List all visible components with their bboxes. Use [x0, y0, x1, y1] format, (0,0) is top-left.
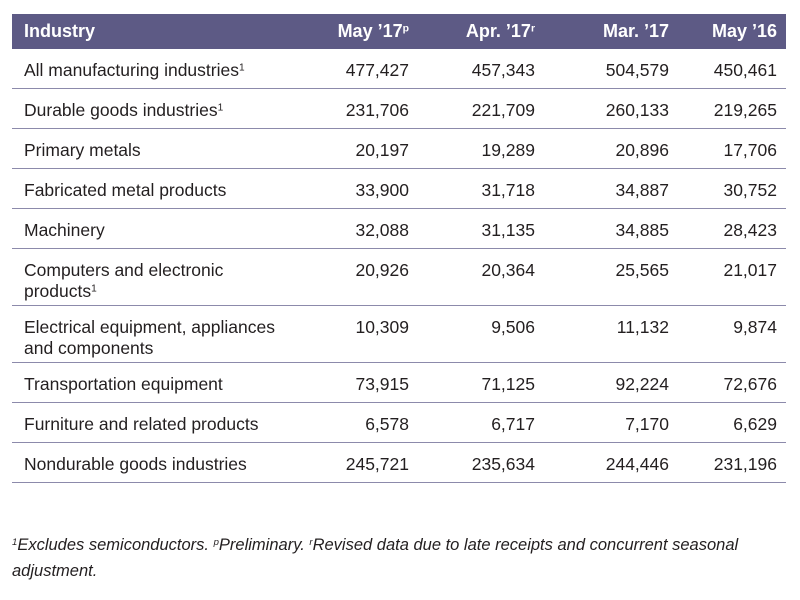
table-cell: 504,579: [544, 49, 678, 89]
row-label-text: Electrical equipment, appliances and components: [24, 317, 275, 358]
table-cell: 221,709: [418, 89, 544, 129]
table-cell: 245,721: [303, 443, 418, 483]
footnote-mark: p: [213, 536, 219, 548]
footnote: [12, 532, 782, 584]
table-cell: 231,196: [678, 443, 786, 483]
row-label: [12, 363, 303, 403]
table-cell: 244,446: [544, 443, 678, 483]
row-label: [12, 306, 303, 363]
row-label-text: Fabricated metal products: [24, 180, 227, 200]
table-row: [12, 169, 786, 209]
table-cell: 21,017: [678, 249, 786, 306]
row-label: [12, 209, 303, 249]
table-cell: 6,717: [418, 403, 544, 443]
column-header-label: Industry: [24, 21, 96, 41]
row-label-text: Primary metals: [24, 140, 141, 160]
table-row: [12, 363, 786, 403]
table-cell: 25,565: [544, 249, 678, 306]
table-row: [12, 443, 786, 483]
row-label: [12, 249, 303, 306]
table-row: [12, 249, 786, 306]
table-cell: 28,423: [678, 209, 786, 249]
row-label: [12, 129, 303, 169]
table-cell: 7,170: [544, 403, 678, 443]
table-cell: 19,289: [418, 129, 544, 169]
table-cell: 73,915: [303, 363, 418, 403]
footnote-mark: 1: [238, 62, 245, 74]
table-cell: 33,900: [303, 169, 418, 209]
row-label-text: Durable goods industries: [24, 100, 218, 120]
table-cell: 31,718: [418, 169, 544, 209]
column-header-3: [544, 14, 678, 49]
table-cell: 30,752: [678, 169, 786, 209]
table-cell: 17,706: [678, 129, 786, 169]
shipments-table: [12, 14, 786, 483]
row-label: [12, 169, 303, 209]
table-cell: 477,427: [303, 49, 418, 89]
table-cell: 9,874: [678, 306, 786, 363]
table-row: [12, 129, 786, 169]
table-cell: 457,343: [418, 49, 544, 89]
table-cell: 72,676: [678, 363, 786, 403]
table-cell: 260,133: [544, 89, 678, 129]
table-cell: 6,578: [303, 403, 418, 443]
table-cell: 6,629: [678, 403, 786, 443]
table-cell: 20,896: [544, 129, 678, 169]
footnote-mark: 1: [12, 536, 18, 548]
table-row: [12, 49, 786, 89]
column-header-industry: [12, 14, 303, 49]
table-row: [12, 89, 786, 129]
table-cell: 34,885: [544, 209, 678, 249]
footnote-mark: 1: [91, 283, 97, 295]
column-header-4: [678, 14, 786, 49]
column-header-label: Mar. ’17: [602, 21, 669, 41]
row-label-text: Machinery: [24, 220, 105, 240]
table-cell: 11,132: [544, 306, 678, 363]
footnote-mark: 1: [217, 102, 224, 114]
table-cell: 71,125: [418, 363, 544, 403]
column-header-label: Apr. ’17: [465, 21, 531, 41]
column-header-label: May ’16: [711, 21, 777, 41]
row-label-text: Transportation equipment: [24, 374, 223, 394]
header-row: [12, 14, 786, 49]
table-row: [12, 403, 786, 443]
footnote-mark: r: [309, 536, 313, 548]
table-cell: 219,265: [678, 89, 786, 129]
column-header-label: May ’17: [337, 21, 403, 41]
table-cell: 10,309: [303, 306, 418, 363]
table-cell: 20,926: [303, 249, 418, 306]
table-cell: 34,887: [544, 169, 678, 209]
table-cell: 92,224: [544, 363, 678, 403]
row-label: [12, 49, 303, 89]
table-cell: 450,461: [678, 49, 786, 89]
footnote-text: Revised data due to late receipts and concurrent seasonal adjustment.: [12, 536, 739, 580]
row-label-text: All manufacturing industries: [24, 60, 239, 80]
row-label-text: Nondurable goods industries: [24, 454, 247, 474]
row-label-text: Furniture and related products: [24, 414, 259, 434]
row-label: [12, 403, 303, 443]
footnote-mark: r: [530, 23, 535, 35]
table-cell: 31,135: [418, 209, 544, 249]
table-cell: 32,088: [303, 209, 418, 249]
table-cell: 20,364: [418, 249, 544, 306]
row-label: [12, 443, 303, 483]
table-cell: 235,634: [418, 443, 544, 483]
row-label: [12, 89, 303, 129]
column-header-2: [418, 14, 544, 49]
column-header-1: [303, 14, 418, 49]
table-row: [12, 209, 786, 249]
table-cell: 231,706: [303, 89, 418, 129]
table-row: [12, 306, 786, 363]
table-cell: 9,506: [418, 306, 544, 363]
footnote-text: Excludes semiconductors.: [17, 536, 214, 554]
footnote-mark: p: [402, 23, 409, 35]
footnote-text: Preliminary.: [218, 536, 310, 554]
row-label-text: Computers and electronic products: [24, 260, 224, 301]
table-cell: 20,197: [303, 129, 418, 169]
